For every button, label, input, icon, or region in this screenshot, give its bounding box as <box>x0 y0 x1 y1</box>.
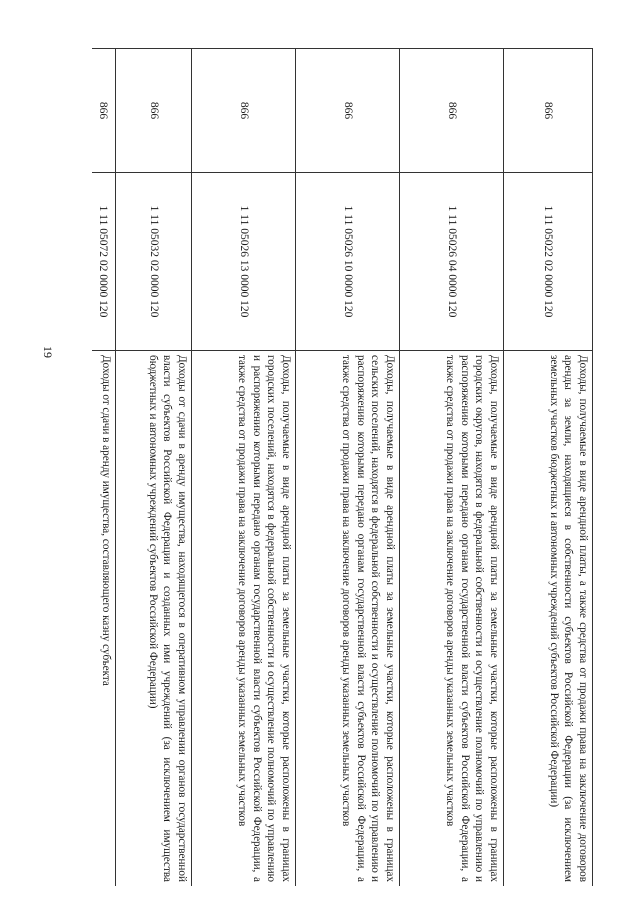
description-cell: Доходы, получаемые в виде арендной платы за земельные участки, которые расположены в границах городских округов, находятся в федеральной собственности и осуществление полномочий по управлению и распоряжению которыми передано органам государственной власти субъектов Российской Федерации, а также средства от продажи права на заключение договоров аренды указанных земельных участков <box>400 351 504 887</box>
budget-code-cell: 1 11 05032 02 0000 120 <box>116 173 192 351</box>
budget-code-cell: 1 11 05026 04 0000 120 <box>400 173 504 351</box>
description-cell: Доходы, получаемые в виде арендной платы, а также средства от продажи права на заключение договоров аренды за земли, находящиеся в собственности субъектов Российской Федерации (за исключением земельных участков бюджетных и автономных учреждений субъектов Российской Федерации) <box>504 351 593 887</box>
revenue-classification-table <box>92 48 593 886</box>
budget-code-cell: 1 11 05072 02 0000 120 <box>92 173 116 351</box>
description-cell: Доходы, получаемые в виде арендной платы за земельные участки, которые расположены в границах сельских поселений, находятся в федеральной собственности и осуществление полномочий по управлению и распоряжению которыми передано органам государственной власти субъектов Российской Федерации, а также средства от продажи права на заключение договоров аренды указанных земельных участков <box>296 351 400 887</box>
budget-code-cell: 1 11 05022 02 0000 120 <box>504 173 593 351</box>
table-row <box>296 49 400 887</box>
admin-code-cell: 866 <box>92 49 116 173</box>
table-row <box>116 49 192 887</box>
admin-code-cell: 866 <box>116 49 192 173</box>
admin-code-cell: 866 <box>400 49 504 173</box>
page-number: 19 <box>41 346 55 358</box>
description-cell: Доходы, получаемые в виде арендной платы за земельные участки, которые расположены в границах городских поселений, находятся в федеральной собственности и осуществление полномочий по управлению и распоряжению которыми передано органам государственной власти субъектов Российской Федерации, а также средства от продажи права на заключение договоров аренды указанных земельных участков <box>192 351 296 887</box>
table-row <box>400 49 504 887</box>
admin-code-cell: 866 <box>296 49 400 173</box>
rotated-table-container <box>92 48 593 886</box>
table-row <box>504 49 593 887</box>
admin-code-cell: 866 <box>504 49 593 173</box>
admin-code-cell: 866 <box>192 49 296 173</box>
revenue-table-wrapper <box>92 48 593 886</box>
budget-code-cell: 1 11 05026 13 0000 120 <box>192 173 296 351</box>
budget-code-cell: 1 11 05026 10 0000 120 <box>296 173 400 351</box>
table-row <box>192 49 296 887</box>
description-cell: Доходы от сдачи в аренду имущества, находящегося в оперативном управлении органов государственной власти субъектов Российской Федерации и созданных ими учреждений (за исключением имущества бюджетных и автономных учреждений субъектов Российской Федерации) <box>116 351 192 887</box>
description-cell: Доходы от сдачи в аренду имущества, составляющего казну субъекта <box>92 351 116 887</box>
table-row <box>92 49 116 887</box>
